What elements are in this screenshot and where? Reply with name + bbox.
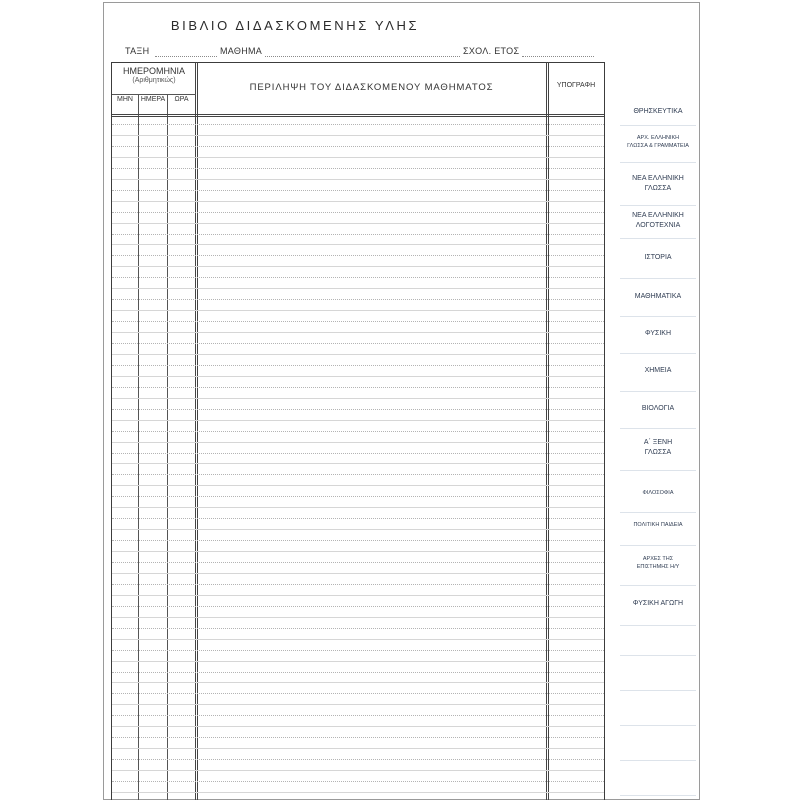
writing-line[interactable] (112, 726, 604, 727)
tab-divider (620, 278, 696, 279)
hour-header: ΩΡΑ (174, 96, 189, 103)
writing-line[interactable] (112, 332, 604, 333)
class-field[interactable] (155, 56, 217, 57)
tab-label-line1: ΦΥΣΙΚΗ ΑΓΩΓΗ (632, 600, 684, 607)
writing-line[interactable] (112, 562, 604, 563)
writing-line[interactable] (112, 310, 604, 311)
writing-line[interactable] (112, 770, 604, 771)
tab-subject[interactable] (622, 243, 694, 273)
summary-header: ΠΕΡΙΛΗΨΗ ΤΟΥ ΔΙΔΑΣΚΟΜΕΝΟΥ ΜΑΘΗΜΑΤΟΣ (249, 82, 494, 93)
writing-line[interactable] (112, 485, 604, 486)
tab-label-line2: ΕΠΙΣΤΗΜΗΣ Η/Υ (636, 564, 680, 570)
tab-label-line1: ΒΙΟΛΟΓΙΑ (641, 405, 675, 412)
tab-divider (620, 545, 696, 546)
tab-divider (620, 316, 696, 317)
month-header: ΜΗΝ (117, 96, 133, 103)
writing-line[interactable] (112, 606, 604, 607)
tab-subject[interactable] (622, 548, 694, 578)
writing-line[interactable] (112, 781, 604, 782)
writing-line[interactable] (112, 628, 604, 629)
writing-line[interactable] (112, 584, 604, 585)
subject-label: ΜΑΘΗΜΑ (220, 46, 263, 56)
tab-divider (620, 625, 696, 626)
tab-label-line2: ΓΛΩΣΣΑ & ΓΡΑΜΜΑΤΕΙΑ (627, 143, 689, 149)
tab-label-line1: ΠΟΛΙΤΙΚΗ ΠΑΙΔΕΙΑ (633, 522, 683, 528)
signature-header: ΥΠΟΓΡΑΦΗ (556, 82, 596, 89)
tab-divider (620, 512, 696, 513)
tab-label-line1: ΝΕΑ ΕΛΛΗΝΙΚΗ (632, 175, 684, 182)
tab-label-line2: ΛΟΓΟΤΕΧΝΙΑ (635, 222, 681, 229)
tab-subject[interactable] (622, 97, 694, 127)
date-header: ΗΜΕΡΟΜΗΝΙΑ (122, 66, 185, 76)
writing-line[interactable] (112, 672, 604, 673)
tab-label-line1: ΙΣΤΟΡΙΑ (644, 254, 672, 261)
writing-line[interactable] (112, 146, 604, 147)
writing-line[interactable] (112, 693, 604, 694)
writing-line[interactable] (112, 409, 604, 410)
writing-line[interactable] (112, 496, 604, 497)
writing-line[interactable] (112, 759, 604, 760)
tab-subject[interactable] (622, 356, 694, 386)
tab-label-line2: ΓΛΩΣΣΑ (644, 185, 672, 192)
tab-subject[interactable] (622, 589, 694, 619)
writing-line[interactable] (112, 682, 604, 683)
tab-label-line1: Α΄ ΞΕΝΗ (643, 439, 673, 446)
writing-line[interactable] (112, 529, 604, 530)
writing-line[interactable] (112, 266, 604, 267)
writing-line[interactable] (112, 299, 604, 300)
tab-subject[interactable] (622, 127, 694, 157)
writing-line[interactable] (112, 661, 604, 662)
tab-divider (620, 690, 696, 691)
tab-divider (620, 125, 696, 126)
writing-line[interactable] (112, 387, 604, 388)
writing-line[interactable] (112, 135, 604, 136)
school-year-field[interactable] (522, 56, 594, 57)
table-header-bottom-border (112, 114, 604, 117)
tab-label-line1: ΦΥΣΙΚΗ (644, 330, 672, 337)
tab-divider (620, 725, 696, 726)
writing-line[interactable] (112, 190, 604, 191)
tab-subject[interactable] (622, 282, 694, 312)
tab-label-line1: ΑΡΧ. ΕΛΛΗΝΙΚΗ (636, 135, 680, 141)
tab-divider (620, 585, 696, 586)
writing-line[interactable] (112, 288, 604, 289)
tab-divider (620, 353, 696, 354)
tab-label-line2: ΓΛΩΣΣΑ (644, 449, 672, 456)
writing-line[interactable] (112, 453, 604, 454)
writing-line[interactable] (112, 420, 604, 421)
writing-line[interactable] (112, 398, 604, 399)
writing-line[interactable] (112, 244, 604, 245)
writing-line[interactable] (112, 595, 604, 596)
writing-line[interactable] (112, 704, 604, 705)
writing-line[interactable] (112, 507, 604, 508)
writing-line[interactable] (112, 639, 604, 640)
tab-divider (620, 760, 696, 761)
tab-subject[interactable] (622, 319, 694, 349)
class-label: ΤΑΞΗ (125, 46, 150, 56)
tab-label-line1: ΝΕΑ ΕΛΛΗΝΙΚΗ (632, 212, 684, 219)
writing-line[interactable] (112, 321, 604, 322)
writing-line[interactable] (112, 540, 604, 541)
writing-line[interactable] (112, 431, 604, 432)
tab-subject[interactable] (622, 478, 694, 508)
tab-divider (620, 428, 696, 429)
tab-subject[interactable] (622, 510, 694, 540)
writing-line[interactable] (112, 234, 604, 235)
page-title: ΒΙΒΛΙΟ ΔΙΔΑΣΚΟΜΕΝΗΣ ΥΛΗΣ (170, 18, 420, 33)
writing-line[interactable] (112, 212, 604, 213)
writing-line[interactable] (112, 650, 604, 651)
writing-line[interactable] (112, 463, 604, 464)
writing-line[interactable] (112, 792, 604, 793)
tab-label-line1: ΘΡΗΣΚΕΥΤΙΚΑ (633, 108, 683, 115)
writing-line[interactable] (112, 179, 604, 180)
tab-divider (620, 205, 696, 206)
writing-line[interactable] (112, 365, 604, 366)
tab-divider (620, 655, 696, 656)
writing-line[interactable] (112, 376, 604, 377)
writing-line[interactable] (112, 474, 604, 475)
writing-line[interactable] (112, 354, 604, 355)
tab-divider (620, 391, 696, 392)
tab-divider (620, 162, 696, 163)
writing-line[interactable] (112, 168, 604, 169)
day-header: ΗΜΕΡΑ (140, 96, 166, 103)
writing-line[interactable] (112, 715, 604, 716)
school-year-label: ΣΧΟΛ. ΕΤΟΣ (463, 46, 520, 56)
tab-label-line1: ΜΑΘΗΜΑΤΙΚΑ (634, 293, 682, 300)
writing-line[interactable] (112, 573, 604, 574)
tab-subject[interactable] (622, 433, 694, 463)
writing-line[interactable] (112, 518, 604, 519)
tab-label-line1: ΑΡΧΕΣ ΤΗΣ (642, 556, 674, 562)
writing-line[interactable] (112, 157, 604, 158)
tab-divider (620, 795, 696, 796)
date-subheader: (Αριθμητικώς) (132, 77, 176, 84)
tab-subject[interactable] (622, 169, 694, 199)
tab-divider (620, 238, 696, 239)
writing-line[interactable] (112, 124, 604, 125)
writing-line[interactable] (112, 551, 604, 552)
writing-line[interactable] (112, 201, 604, 202)
writing-line[interactable] (112, 617, 604, 618)
tab-label-line1: ΦΙΛΟΣΟΦΙΑ (642, 490, 674, 496)
date-header-divider (112, 94, 196, 95)
writing-line[interactable] (112, 343, 604, 344)
writing-line[interactable] (112, 277, 604, 278)
writing-line[interactable] (112, 737, 604, 738)
writing-line[interactable] (112, 223, 604, 224)
writing-line[interactable] (112, 255, 604, 256)
tab-divider (620, 470, 696, 471)
writing-line[interactable] (112, 442, 604, 443)
writing-line[interactable] (112, 748, 604, 749)
tab-subject[interactable] (622, 394, 694, 424)
tab-label-line1: ΧΗΜΕΙΑ (644, 367, 672, 374)
subject-field[interactable] (265, 56, 460, 57)
tab-subject[interactable] (622, 206, 694, 236)
